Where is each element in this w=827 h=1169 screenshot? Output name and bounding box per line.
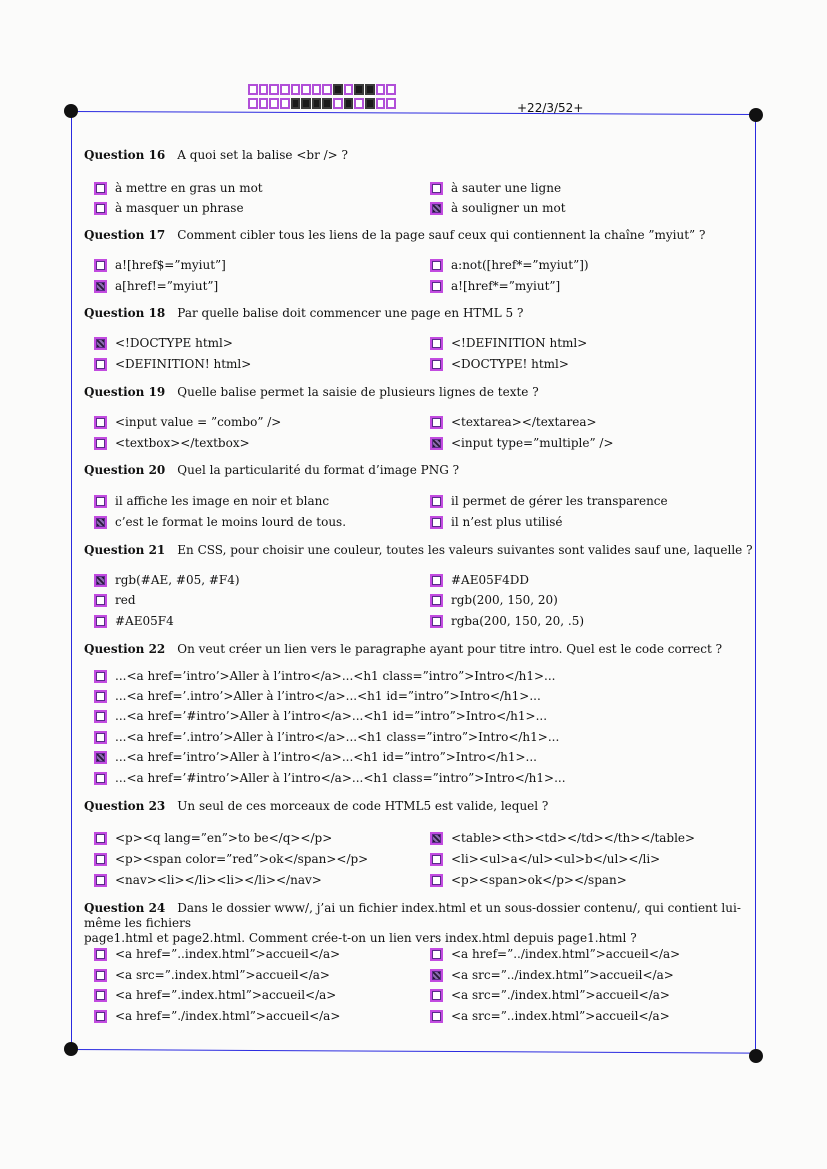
question-23: [84, 799, 757, 814]
answer-option[interactable]: [94, 573, 240, 587]
answer-label: <DEFINITION! html>: [115, 357, 252, 371]
answer-label: rgba(200, 150, 20, .5): [451, 614, 585, 628]
marker-cell: [259, 98, 269, 109]
corner-mark-tr: [749, 108, 763, 122]
answer-label: il permet de gérer les transparence: [451, 494, 668, 508]
answer-label: <!DOCTYPE html>: [115, 336, 233, 350]
answer-option[interactable]: [94, 436, 250, 450]
checkbox[interactable]: [430, 594, 443, 607]
question-number: Question 23: [84, 799, 166, 813]
marker-cell: [333, 98, 343, 109]
answer-option[interactable]: [430, 852, 660, 866]
frame-bottom: [70, 1049, 756, 1054]
question-heading: [84, 385, 757, 400]
checkbox[interactable]: [94, 416, 107, 429]
answer-label: a:not([href*=”myiut”]): [451, 258, 589, 272]
answer-option[interactable]: [94, 750, 537, 764]
answer-option[interactable]: [430, 614, 584, 628]
answer-option[interactable]: [94, 1009, 340, 1023]
checkbox[interactable]: [430, 259, 443, 272]
answer-label: à souligner un mot: [451, 201, 566, 215]
question-number: Question 21: [84, 543, 166, 557]
checkbox[interactable]: [430, 989, 443, 1002]
corner-mark-bl: [64, 1042, 78, 1056]
checkbox[interactable]: [94, 259, 107, 272]
marker-cell: [344, 84, 354, 95]
answer-label: <a href=”.index.html”>accueil</a>: [115, 988, 337, 1002]
answer-label: il affiche les image en noir et blanc: [115, 494, 330, 508]
question-heading: [84, 642, 757, 657]
checkbox[interactable]: [94, 495, 107, 508]
checkbox[interactable]: [430, 358, 443, 371]
answer-option[interactable]: [94, 730, 559, 744]
question-17: [84, 228, 757, 243]
answer-label: à sauter une ligne: [451, 181, 562, 195]
question-number: Question 22: [84, 642, 166, 656]
checkbox-checked[interactable]: [430, 202, 443, 215]
question-text: En CSS, pour choisir une couleur, toutes les valeurs suivantes sont valides sauf une, laquelle ?: [177, 543, 753, 557]
answer-label: <nav><li></li><li></li></nav>: [115, 873, 322, 887]
question-heading: [84, 228, 757, 243]
checkbox[interactable]: [94, 874, 107, 887]
marker-cell: [280, 84, 290, 95]
answer-label: il n’est plus utilisé: [451, 515, 563, 529]
checkbox[interactable]: [94, 731, 107, 744]
answer-option[interactable]: [430, 181, 561, 195]
answer-label: rgb(#AE, #05, #F4): [115, 573, 240, 587]
question-heading: [84, 463, 757, 478]
answer-label: <table><th><td></td></th></table>: [451, 831, 696, 845]
answer-label: a![href$=”myiut”]: [115, 258, 226, 272]
answer-option[interactable]: [430, 201, 566, 215]
checkbox[interactable]: [94, 832, 107, 845]
checkbox-checked[interactable]: [430, 437, 443, 450]
corner-mark-tl: [64, 104, 78, 118]
answer-option[interactable]: [94, 968, 330, 982]
question-text: Quel la particularité du format d’image PNG ?: [177, 463, 460, 477]
checkbox[interactable]: [94, 437, 107, 450]
checkbox[interactable]: [94, 1010, 107, 1023]
marker-cell: [365, 84, 375, 95]
answer-label: c’est le format le moins lourd de tous.: [115, 515, 347, 529]
question-text: Dans le dossier www/, j’ai un fichier index.html et un sous-dossier contenu/, qui contient lui-même les fichiers: [84, 901, 741, 930]
marker-cell: [322, 98, 332, 109]
marker-cell: [312, 84, 322, 95]
checkbox[interactable]: [430, 416, 443, 429]
question-20: [84, 463, 757, 478]
marker-cell: [386, 84, 396, 95]
checkbox-checked[interactable]: [430, 969, 443, 982]
answer-option[interactable]: [94, 415, 281, 429]
marker-cell: [291, 98, 301, 109]
answer-label: <textbox></textbox>: [115, 436, 250, 450]
question-number: Question 20: [84, 463, 166, 477]
marker-cell: [301, 98, 311, 109]
answer-option[interactable]: [430, 831, 695, 845]
question-text: Par quelle balise doit commencer une page en HTML 5 ?: [177, 306, 524, 320]
checkbox[interactable]: [430, 337, 443, 350]
answer-label: #AE05F4DD: [451, 573, 529, 587]
question-text: Quelle balise permet la saisie de plusieurs lignes de texte ?: [177, 385, 539, 399]
question-number: Question 19: [84, 385, 166, 399]
checkbox[interactable]: [94, 594, 107, 607]
question-text: On veut créer un lien vers le paragraphe ayant pour titre intro. Quel est le code correct ?: [177, 642, 723, 656]
checkbox[interactable]: [94, 615, 107, 628]
answer-option[interactable]: [94, 689, 541, 703]
marker-cell: [301, 84, 311, 95]
answer-option[interactable]: [430, 515, 562, 529]
answer-label: ...<a href=’intro’>Aller à l’intro</a>...<h1 id=”intro”>Intro</h1>...: [115, 750, 537, 764]
answer-option[interactable]: [94, 593, 136, 607]
checkbox[interactable]: [94, 969, 107, 982]
marker-cell: [322, 84, 332, 95]
checkbox[interactable]: [430, 495, 443, 508]
answer-option[interactable]: [430, 494, 668, 508]
answer-label: <p><span color=”red”>ok</span></p>: [115, 852, 369, 866]
answer-label: <a href=”../index.html”>accueil</a>: [451, 947, 681, 961]
answer-option[interactable]: [94, 771, 566, 785]
frame-left: [71, 111, 72, 1049]
page-code: +22/3/52+: [517, 101, 584, 115]
marker-cell: [269, 98, 279, 109]
checkbox-checked[interactable]: [94, 280, 107, 293]
answer-label: <a href=”./index.html”>accueil</a>: [115, 1009, 341, 1023]
answer-option[interactable]: [430, 1009, 670, 1023]
checkbox-checked[interactable]: [430, 832, 443, 845]
answer-label: <textarea></textarea>: [451, 415, 597, 429]
answer-label: ...<a href=’#intro’>Aller à l’intro</a>...<h1 id=”intro”>Intro</h1>...: [115, 709, 548, 723]
checkbox[interactable]: [430, 574, 443, 587]
answer-label: a![href*=”myiut”]: [451, 279, 561, 293]
corner-mark-br: [749, 1049, 763, 1063]
answer-option[interactable]: [430, 873, 627, 887]
question-heading: [84, 306, 757, 321]
id-marker-row-2: [248, 98, 396, 109]
answer-label: <a src=”../index.html”>accueil</a>: [451, 968, 674, 982]
checkbox[interactable]: [430, 948, 443, 961]
question-16: [84, 148, 757, 163]
question-text: Un seul de ces morceaux de code HTML5 est valide, lequel ?: [177, 799, 549, 813]
checkbox-checked[interactable]: [94, 574, 107, 587]
checkbox[interactable]: [430, 874, 443, 887]
marker-cell: [280, 98, 290, 109]
answer-label: à mettre en gras un mot: [115, 181, 263, 195]
checkbox[interactable]: [94, 948, 107, 961]
answer-option[interactable]: [430, 258, 589, 272]
checkbox[interactable]: [94, 853, 107, 866]
question-number: Question 18: [84, 306, 166, 320]
answer-option[interactable]: [430, 988, 670, 1002]
answer-option[interactable]: [430, 947, 680, 961]
answer-option[interactable]: [94, 709, 547, 723]
marker-cell: [365, 98, 375, 109]
question-22: [84, 642, 757, 657]
marker-cell: [344, 98, 354, 109]
question-18: [84, 306, 757, 321]
answer-option[interactable]: [94, 669, 555, 683]
answer-label: ...<a href=’intro’>Aller à l’intro</a>...<h1 class=”intro”>Intro</h1>...: [115, 669, 556, 683]
question-number: Question 24: [84, 901, 166, 915]
answer-option[interactable]: [94, 279, 218, 293]
checkbox[interactable]: [94, 358, 107, 371]
answer-option[interactable]: [94, 258, 226, 272]
checkbox[interactable]: [94, 710, 107, 723]
answer-option[interactable]: [94, 873, 322, 887]
question-text: Comment cibler tous les liens de la page sauf ceux qui contiennent la chaîne ”myiut” ?: [177, 228, 706, 242]
answer-label: ...<a href=’#intro’>Aller à l’intro</a>...<h1 class=”intro”>Intro</h1>...: [115, 771, 566, 785]
answer-option[interactable]: [430, 415, 597, 429]
checkbox[interactable]: [94, 202, 107, 215]
answer-label: a[href!=”myiut”]: [115, 279, 219, 293]
answer-option[interactable]: [94, 852, 368, 866]
marker-cell: [333, 84, 343, 95]
answer-label: <a src=”.index.html”>accueil</a>: [115, 968, 330, 982]
answer-option[interactable]: [94, 357, 251, 371]
frame-top: [70, 111, 756, 115]
question-21: [84, 543, 757, 558]
answer-label: <!DEFINITION html>: [451, 336, 588, 350]
answer-option[interactable]: [430, 593, 558, 607]
question-heading: [84, 543, 757, 558]
answer-option[interactable]: [430, 436, 614, 450]
question-text-line-2: page1.html et page2.html. Comment crée-t-on un lien vers index.html depuis page1.html ?: [84, 931, 637, 945]
marker-cell: [376, 98, 386, 109]
checkbox[interactable]: [94, 670, 107, 683]
checkbox[interactable]: [430, 516, 443, 529]
question-24: [84, 901, 757, 946]
answer-label: <a href=”..index.html”>accueil</a>: [115, 947, 341, 961]
marker-cell: [248, 98, 258, 109]
question-text: A quoi set la balise <br /> ?: [177, 148, 348, 162]
checkbox[interactable]: [94, 772, 107, 785]
marker-cell: [248, 84, 258, 95]
answer-label: <a src=”..index.html”>accueil</a>: [451, 1009, 670, 1023]
checkbox[interactable]: [430, 182, 443, 195]
answer-option[interactable]: [430, 336, 587, 350]
checkbox[interactable]: [430, 1010, 443, 1023]
answer-label: <a src=”./index.html”>accueil</a>: [451, 988, 670, 1002]
answer-label: ...<a href=’.intro’>Aller à l’intro</a>...<h1 class=”intro”>Intro</h1>...: [115, 730, 560, 744]
answer-option[interactable]: [94, 336, 233, 350]
checkbox[interactable]: [94, 989, 107, 1002]
answer-label: <input value = ”combo” />: [115, 415, 282, 429]
answer-option[interactable]: [94, 947, 340, 961]
checkbox[interactable]: [430, 280, 443, 293]
answer-label: <DOCTYPE! html>: [451, 357, 569, 371]
answer-option[interactable]: [94, 515, 346, 529]
checkbox[interactable]: [94, 690, 107, 703]
question-heading: [84, 799, 757, 814]
answer-label: rgb(200, 150, 20): [451, 593, 558, 607]
question-19: [84, 385, 757, 400]
answer-option[interactable]: [430, 573, 529, 587]
checkbox[interactable]: [94, 182, 107, 195]
question-heading: [84, 901, 757, 946]
answer-option[interactable]: [430, 968, 674, 982]
question-number: Question 16: [84, 148, 166, 162]
answer-option[interactable]: [430, 279, 560, 293]
answer-option[interactable]: [94, 988, 336, 1002]
answer-label: <input type=”multiple” />: [451, 436, 614, 450]
checkbox-checked[interactable]: [94, 337, 107, 350]
answer-option[interactable]: [94, 614, 174, 628]
answer-label: <p><span>ok</p></span>: [451, 873, 627, 887]
answer-option[interactable]: [94, 494, 329, 508]
marker-cell: [386, 98, 396, 109]
answer-label: ...<a href=’.intro’>Aller à l’intro</a>...<h1 id=”intro”>Intro</h1>...: [115, 689, 541, 703]
answer-option[interactable]: [430, 357, 569, 371]
question-heading: [84, 148, 757, 163]
answer-label: red: [115, 593, 136, 607]
question-number: Question 17: [84, 228, 166, 242]
marker-cell: [376, 84, 386, 95]
answer-label: <li><ul>a</ul><ul>b</ul></li>: [451, 852, 661, 866]
answer-label: à masquer un phrase: [115, 201, 244, 215]
marker-cell: [312, 98, 322, 109]
checkbox-checked[interactable]: [94, 516, 107, 529]
answer-label: <p><q lang=”en”>to be</q></p>: [115, 831, 333, 845]
marker-cell: [291, 84, 301, 95]
id-marker-row-1: [248, 84, 396, 95]
answer-label: #AE05F4: [115, 614, 174, 628]
marker-cell: [354, 98, 364, 109]
checkbox[interactable]: [430, 853, 443, 866]
marker-cell: [259, 84, 269, 95]
answer-option[interactable]: [94, 181, 263, 195]
marker-cell: [354, 84, 364, 95]
answer-option[interactable]: [94, 831, 332, 845]
answer-option[interactable]: [94, 201, 244, 215]
marker-cell: [269, 84, 279, 95]
checkbox-checked[interactable]: [94, 751, 107, 764]
checkbox[interactable]: [430, 615, 443, 628]
